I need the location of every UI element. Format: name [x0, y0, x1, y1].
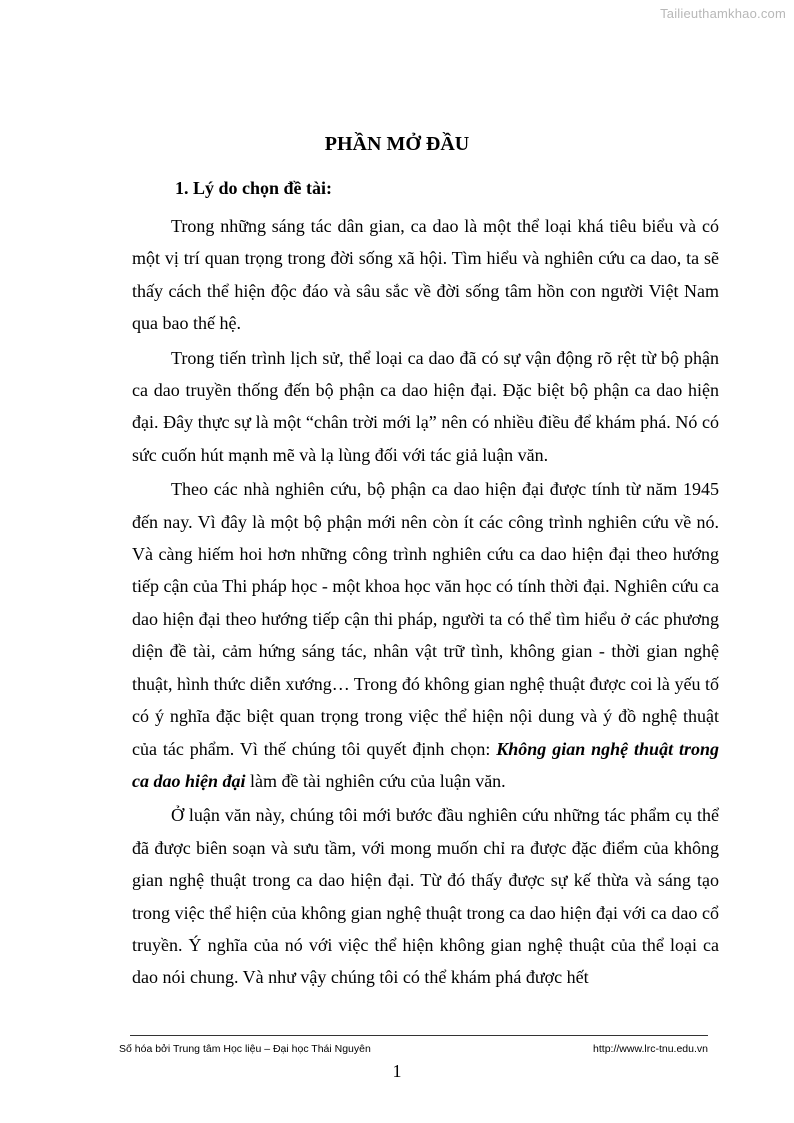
paragraph-2: Trong tiến trình lịch sử, thể loại ca dao đã có sự vận động rõ rệt từ bộ phận ca dao truyền thống đến bộ phận ca dao hiện đại. Đặc biệt bộ phận ca dao hiện đại. Đây thực sự là một “chân trời mới lạ” nên có nhiều điều để khám phá. Nó có sức cuốn hút mạnh mẽ và lạ lùng đối với tác giả luận văn. [132, 347, 719, 465]
body-text [132, 210, 719, 994]
watermark: Tailieuthamkhao.com [660, 6, 786, 21]
paragraph-3 [132, 473, 719, 797]
page-title: PHẦN MỞ ĐẦU [324, 133, 470, 155]
footer-url: http://www.lrc-tnu.edu.vn [593, 1043, 708, 1055]
paragraph-3-text-end: làm đề tài nghiên cứu của luận văn. [245, 770, 506, 791]
paragraph-1: Trong những sáng tác dân gian, ca dao là một thể loại khá tiêu biểu và có một vị trí quan trọng trong đời sống xã hội. Tìm hiểu và nghiên cứu ca dao, ta sẽ thấy cách thể hiện độc đáo và sâu sắc về đời sống tâm hồn con người Việt Nam qua bao thế hệ. [132, 216, 719, 334]
footer-digitization-note: Số hóa bởi Trung tâm Học liệu – Đại học Thái Nguyên [119, 1043, 371, 1055]
paragraph-4: Ở luận văn này, chúng tôi mới bước đầu nghiên cứu những tác phẩm cụ thể đã được biên soạn và sưu tầm, với mong muốn chỉ ra được đặc điểm của không gian nghệ thuật trong ca dao hiện đại. Từ đó thấy được sự kế thừa và sáng tạo trong việc thể hiện của không gian nghệ thuật trong ca dao hiện đại với ca dao cổ truyền. Ý nghĩa của nó với việc thể hiện không gian nghệ thuật của thể loại ca dao nói chung. Và như vậy chúng tôi có thể khám phá được hết [132, 805, 719, 988]
paragraph-3-text-start: Theo các nhà nghiên cứu, bộ phận ca dao hiện đại được tính từ năm 1945 đến nay. Vì đây là một bộ phận mới nên còn ít các công trình nghiên cứu về nó. Và càng hiếm hoi hơn những công trình nghiên cứu ca dao hiện đại theo hướng tiếp cận của Thi pháp học - một khoa học văn học có tính thời đại. Nghiên cứu ca dao hiện đại theo hướng tiếp cận thi pháp, người ta có thể tìm hiểu ở các phương diện đề tài, cảm hứng sáng tác, nhân vật trữ tình, không gian - thời gian nghệ thuật, hình thức diễn xướng… Trong đó không gian nghệ thuật được coi là yếu tố có ý nghĩa đặc biệt quan trọng trong việc thể hiện nội dung và ý đồ nghệ thuật của tác phẩm. Vì thế chúng tôi quyết định chọn: [132, 479, 719, 759]
page-number: 1 [392, 1061, 402, 1081]
thesis-title-emphasis: Không gian nghệ thuật trong ca dao hiện đại [132, 738, 720, 791]
footer-divider [130, 1035, 708, 1036]
section-heading: 1. Lý do chọn đề tài: [175, 178, 333, 198]
